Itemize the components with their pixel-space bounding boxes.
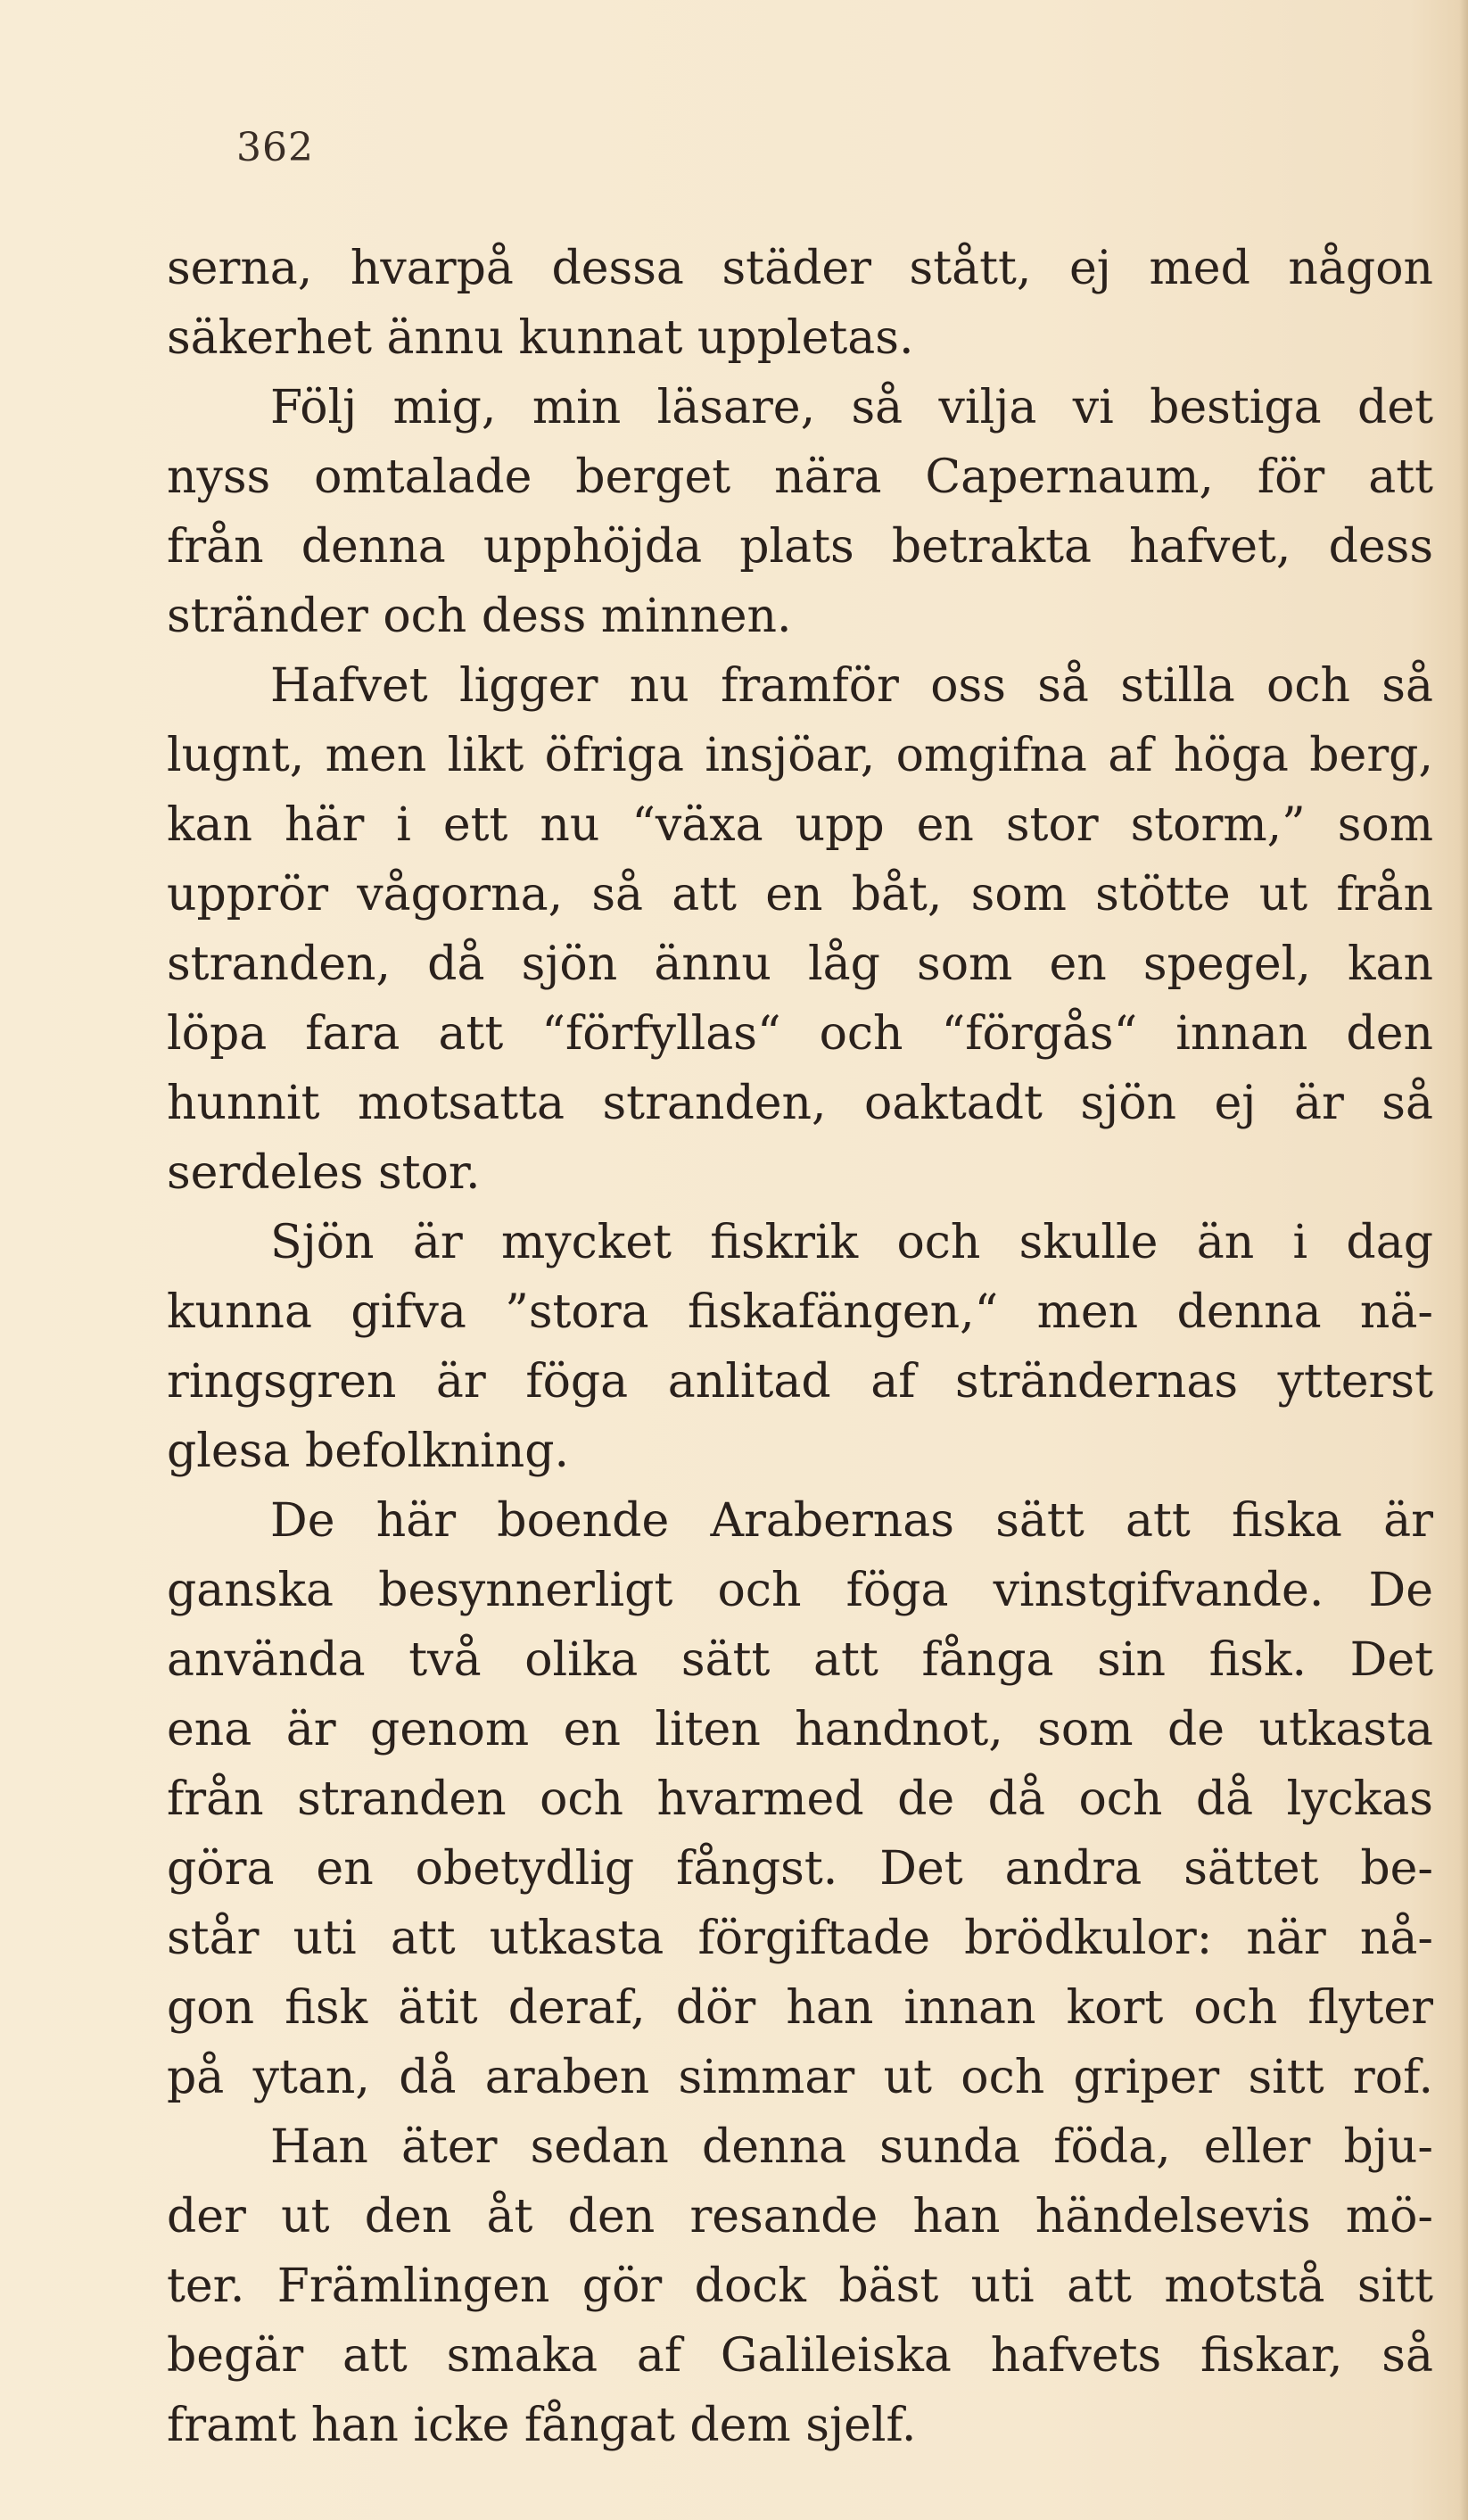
text-line: Sjön är mycket fiskrik och skulle än i dag [270, 1216, 1433, 1269]
text-line: hunnit motsatta stranden, oaktadt sjön ej är så [167, 1077, 1433, 1130]
text-line: använda två olika sätt att fånga sin fisk. Det [167, 1633, 1433, 1687]
text-line: Följ mig, min läsare, så vilja vi bestiga det [270, 381, 1433, 434]
text-line: från stranden och hvarmed de då och då lyckas [167, 1772, 1433, 1826]
text-line: serna, hvarpå dessa städer stått, ej med någon [167, 242, 1433, 295]
page-number: 362 [236, 125, 314, 170]
text-line: framt han icke fångat dem sjelf. [167, 2399, 917, 2452]
page-edge-shadow [1459, 0, 1468, 2520]
text-line: på ytan, då araben simmar ut och griper sitt rof. [167, 2051, 1433, 2104]
text-line: säkerhet ännu kunnat uppletas. [167, 311, 914, 365]
text-line: löpa fara att “förfyllas“ och “förgås“ innan den [167, 1007, 1433, 1061]
text-line: kunna gifva ”stora fiskafängen,“ men denna nä- [167, 1285, 1433, 1339]
text-line: står uti att utkasta förgiftade brödkulor: när nå- [167, 1912, 1433, 1965]
text-line: från denna upphöjda plats betrakta hafvet, dess [167, 520, 1433, 574]
text-line: begär att smaka af Galileiska hafvets fiskar, så [167, 2329, 1433, 2383]
text-line: Han äter sedan denna sunda föda, eller bju- [270, 2120, 1433, 2174]
text-line: upprör vågorna, så att en båt, som stötte ut från [167, 868, 1433, 921]
text-line: stranden, då sjön ännu låg som en spegel, kan [167, 938, 1433, 991]
text-line: serdeles stor. [167, 1146, 481, 1200]
text-line: der ut den åt den resande han händelsevis mö- [167, 2190, 1433, 2243]
text-line: göra en obetydlig fångst. Det andra sättet be- [167, 1842, 1433, 1896]
text-line: nyss omtalade berget nära Capernaum, för att [167, 450, 1433, 504]
body-text [167, 234, 1433, 2460]
text-line: glesa befolkning. [167, 1425, 570, 1478]
text-line: De här boende Arabernas sätt att fiska är [270, 1494, 1433, 1548]
text-line: ringsgren är föga anlitad af strändernas ytterst [167, 1355, 1433, 1409]
text-line: stränder och dess minnen. [167, 590, 792, 643]
text-line: Hafvet ligger nu framför oss så stilla och så [270, 659, 1433, 713]
text-line: ena är genom en liten handnot, som de utkasta [167, 1703, 1433, 1756]
text-line: lugnt, men likt öfriga insjöar, omgifna af höga berg, [167, 729, 1433, 782]
text-line: gon fisk ätit deraf, dör han innan kort och flyter [167, 1981, 1433, 2035]
text-line: ter. Främlingen gör dock bäst uti att motstå sitt [167, 2260, 1433, 2313]
text-line: ganska besynnerligt och föga vinstgifvande. De [167, 1564, 1433, 1617]
text-line: kan här i ett nu “växa upp en stor storm,” som [167, 798, 1433, 852]
